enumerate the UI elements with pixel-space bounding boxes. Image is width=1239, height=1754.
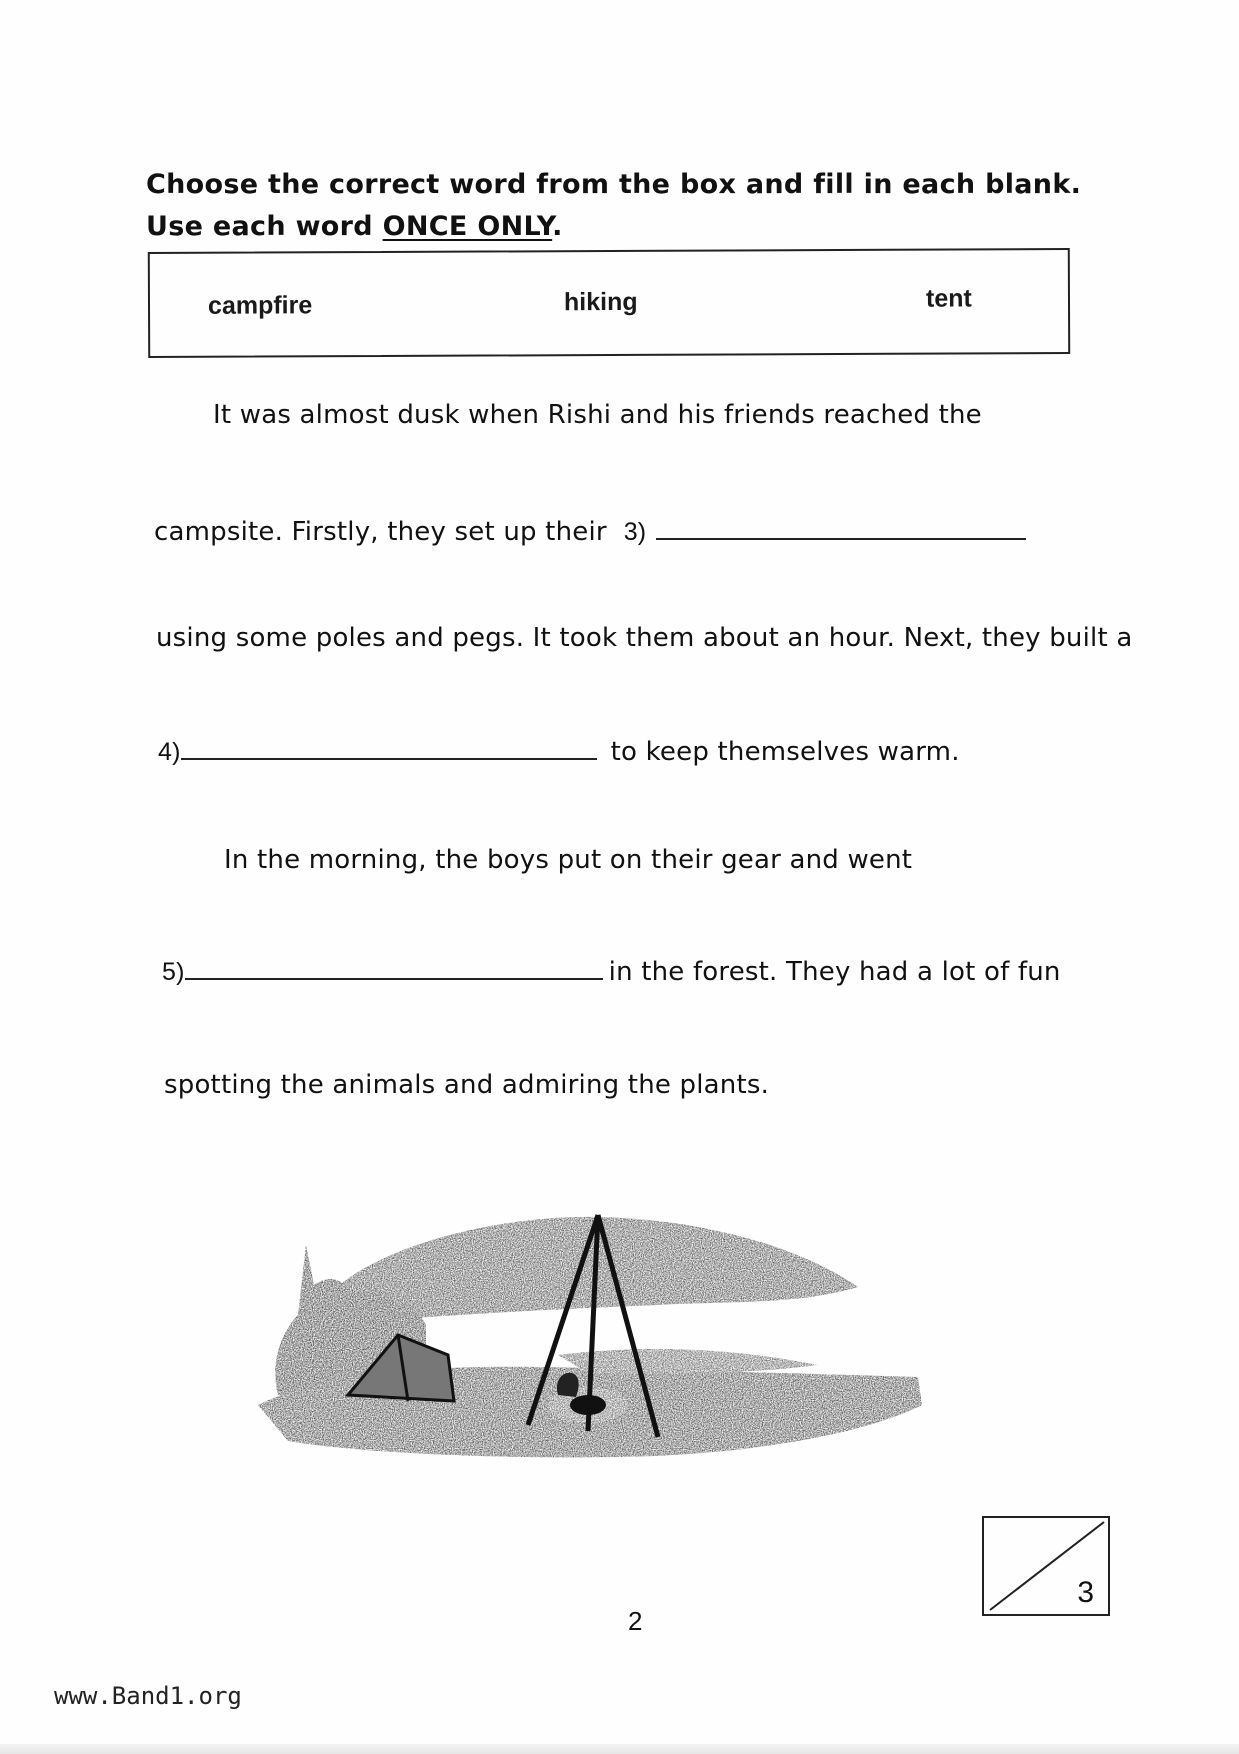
word-option: campfire xyxy=(207,291,313,320)
answer-blank-3[interactable] xyxy=(656,512,1026,540)
answer-blank-5[interactable] xyxy=(185,952,603,980)
score-total: 3 xyxy=(1077,1576,1094,1609)
passage-line xyxy=(162,952,1061,989)
passage-line xyxy=(158,732,960,769)
score-box xyxy=(982,1516,1110,1616)
passage-line: spotting the animals and admiring the plants. xyxy=(164,1070,770,1100)
instructions-end: . xyxy=(552,211,563,242)
passage-text: in the forest. They had a lot of fun xyxy=(608,957,1061,987)
word-option: hiking xyxy=(563,287,638,317)
campsite-illustration xyxy=(258,1205,928,1473)
passage-text: campsite. Firstly, they set up their xyxy=(154,517,607,547)
instructions-text: Choose the correct word from the box and fill in each blank. Use each word xyxy=(146,169,1082,242)
passage-line: using some poles and pegs. It took them about an hour. Next, they built a xyxy=(156,623,1133,653)
footer-url: www.Band1.org xyxy=(54,1682,242,1710)
scan-edge xyxy=(0,1744,1239,1754)
instructions xyxy=(146,164,1096,248)
question-number: 5) xyxy=(162,958,185,986)
page-number: 2 xyxy=(628,1606,643,1636)
passage-line xyxy=(154,512,1026,549)
question-number: 4) xyxy=(158,738,181,766)
answer-blank-4[interactable] xyxy=(181,732,597,760)
passage-text: to keep themselves warm. xyxy=(610,737,960,767)
question-number: 3) xyxy=(623,518,647,546)
passage-line: It was almost dusk when Rishi and his friends reached the xyxy=(213,400,982,430)
passage-line: In the morning, the boys put on their gear and went xyxy=(224,845,913,875)
instructions-emphasis: ONCE ONLY xyxy=(382,211,553,242)
word-option: tent xyxy=(925,284,972,313)
word-box xyxy=(148,248,1070,358)
